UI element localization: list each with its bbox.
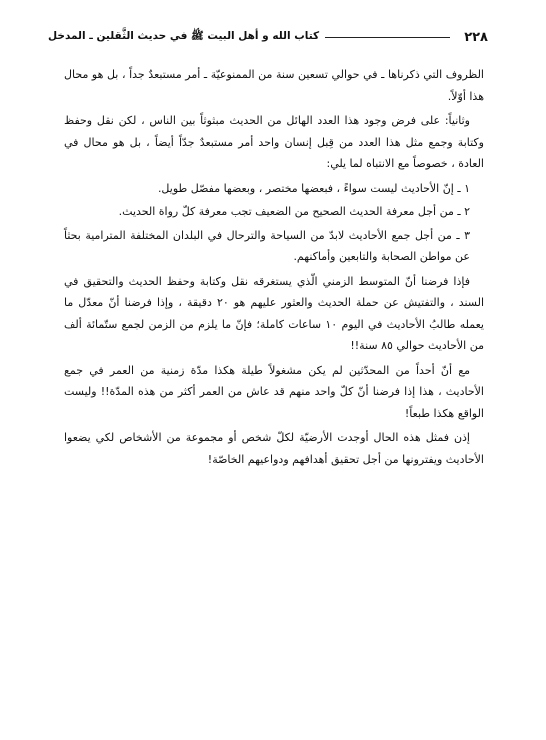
body-paragraph: مع أنّ أحداً من المحدّثين لم يكن مشغولاً طيلة هكذا مدّة زمنية من العمر في جمع الأحاديث ، هذا إذا فرضنا أنّ كلّ واحد منهم قد عاش من العمر أكثر من هذه المدّة!! وليست الواقع هكذا طبعاً! [64, 363, 484, 420]
page-header [48, 28, 488, 46]
list-item: ٢ ـ من أجل معرفة الحديث الصحيح من الضعيف تجب معرفة كلّ رواة الحديث. [118, 205, 470, 218]
numbered-list [64, 178, 484, 268]
running-title: كتاب الله و أهل البيت ﷺ في حديث الثَّقلين ـ المدخل [48, 29, 320, 42]
list-item: ٣ ـ من أجل جمع الأحاديث لابدّ من السياحة والترحال في البلدان المختلفة المترامية بحثاً عن مواطن الصحابة والتابعين وأماكنهم. [64, 228, 470, 263]
header-rule [325, 37, 450, 38]
page-number: ٢٢٨ [464, 29, 488, 45]
body-paragraph: الظروف التي ذكرناها ـ في حوالي تسعين سنة من الممنوعيّة ـ أمر مستبعدٌ جداً ، بل هو محال هذا أوّلاً. [64, 68, 484, 103]
body-paragraph: وثانياً: على فرض وجود هذا العدد الهائل من الحديث مبثوثاً بين الناس ، لكن نقل وحفظ وكتابة وجمع مثل هذا العدد من قِبل إنسان واحد أمر مستبعدٌ جدّاً أيضاً ، بل هو محال في العادة ، خصوصاً مع الانتباه لما يلي: [64, 114, 484, 170]
list-item: ١ ـ إنّ الأحاديث ليست سواءً ، فبعضها مختصر ، وبعضها مفصّل طويل. [157, 181, 470, 195]
body-paragraph: فإذا فرضنا أنّ المتوسط الزمني الّذي يستغرقه نقل وكتابة وحفظ الحديث والتحقيق في السند ، والتفتيش عن حملة الحديث والعثور عليهم هو ٢٠ دقيقة ، وإذا فرضنا أنّ معدّل ما يعمله طالبُ الأحاديث في اليوم ١٠ ساعات كاملة؛ فإنّ ما يلزم من الزمن لجمع ستّمائة ألف من الأحاديث حوالي ٨٥ سنة!! [64, 274, 485, 352]
body-paragraph: إذن فمثل هذه الحال أوجدت الأرضيّة لكلّ شخص أو مجموعة من الأشخاص لكي يضعوا الأحاديث ويفترونها من أجل تحقيق أهدافهم ودواعيهم الخاصّة! [64, 431, 484, 466]
page-body [64, 64, 484, 473]
